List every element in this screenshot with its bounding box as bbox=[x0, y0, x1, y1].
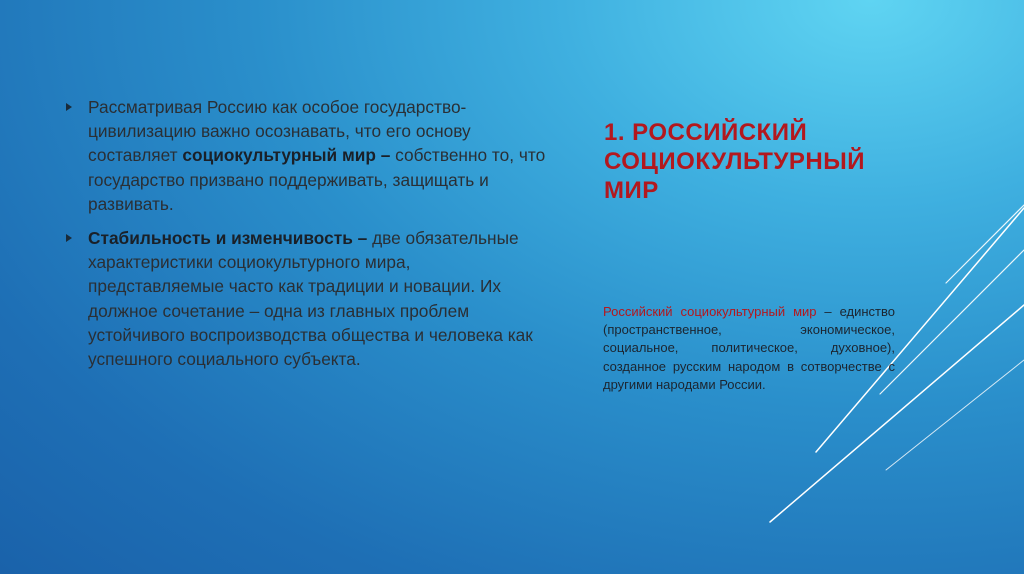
list-item bbox=[66, 95, 546, 216]
bullet-bold: социокультурный мир – bbox=[182, 145, 391, 166]
bullet-text: две обязательные характеристики социокультурного мира, представляемые часто как традиции и новации. Их должное сочетание – одна из главных проблем устойчивого воспроизводства общества и человека как успешного социального субъекта. bbox=[88, 228, 533, 370]
bullet-text: Рассматривая Россию как особое государство-цивилизацию важно осознавать, что его основу составляет bbox=[88, 97, 471, 166]
bullet-bold: Стабильность и изменчивость – bbox=[88, 228, 368, 249]
bullet-text: собственно то, что государство призвано поддерживать, защищать и развивать. bbox=[88, 145, 546, 214]
content-body bbox=[66, 95, 546, 381]
definition-text: – единство (пространственное, экономическое, социальное, политическое, духовное), созданное русским народом в сотворчестве с другими народами России. bbox=[603, 304, 896, 392]
slide-title: 1. РОССИЙСКИЙ СОЦИОКУЛЬТУРНЫЙ МИР bbox=[604, 119, 865, 204]
definition-term: Российский социокультурный мир bbox=[603, 304, 817, 319]
definition-block bbox=[603, 303, 895, 394]
bullet-arrow-icon bbox=[66, 234, 72, 242]
bullet-arrow-icon bbox=[66, 103, 72, 111]
list-item bbox=[66, 226, 546, 371]
